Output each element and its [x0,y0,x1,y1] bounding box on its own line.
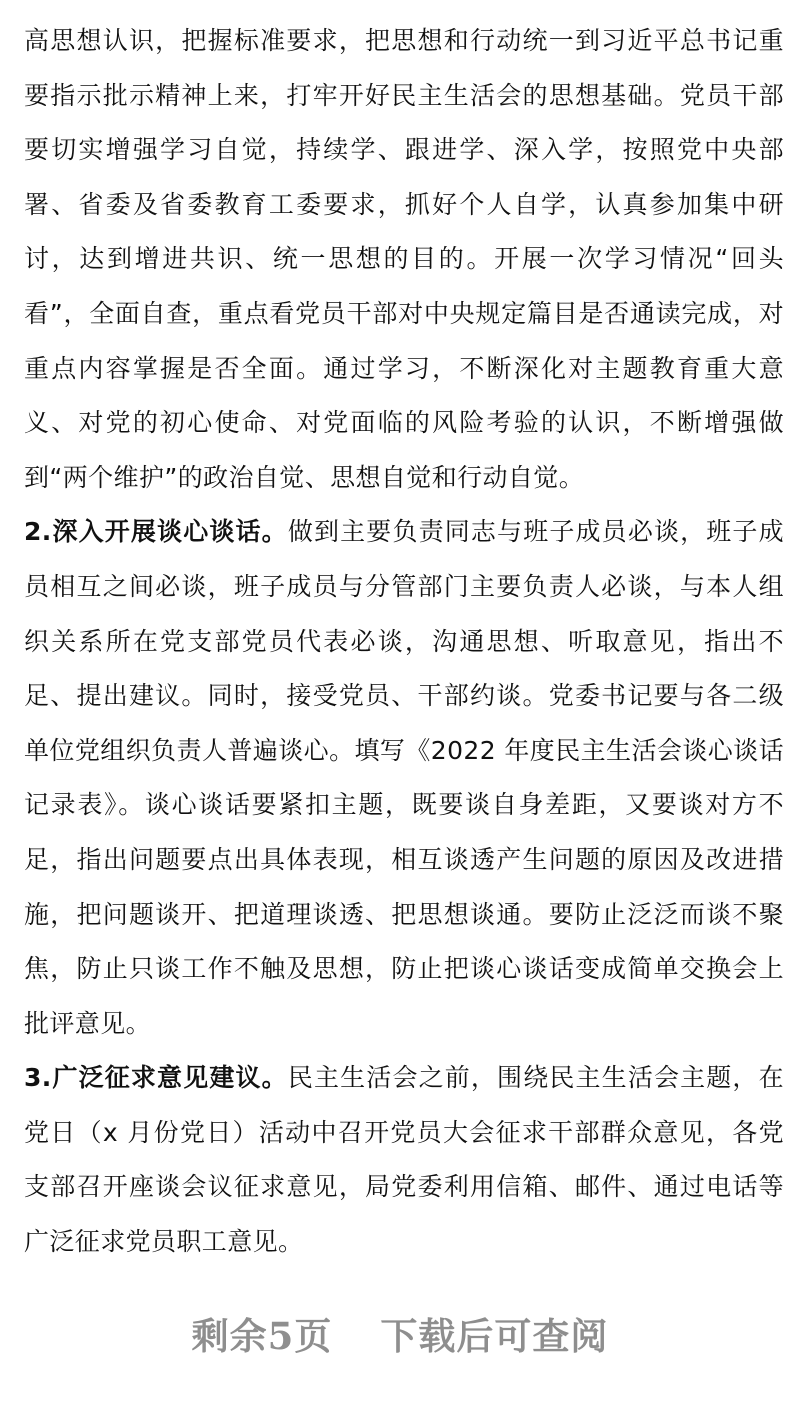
remaining-pages-label: 剩余5页 [191,1314,333,1358]
paragraph-heading: 3.广泛征求意见建议。 [24,1063,288,1093]
paragraph-heart-to-heart-talks [24,505,784,1051]
download-prompt-banner[interactable] [0,1306,800,1360]
paragraph-text: 高思想认识，把握标准要求，把思想和行动统一到习近平总书记重要指示批示精神上来，打牢开好民主生活会的思想基础。党员干部要切实增强学习自觉，持续学、跟进学、深入学，按照党中央部署、省委及省委教育工委要求，抓好个人自学，认真参加集中研讨，达到增进共识、统一思想的目的。开展一次学习情况“回头看”，全面自查，重点看党员干部对中央规定篇目是否通读完成，对重点内容掌握是否全面。通过学习，不断深化对主题教育重大意义、对党的初心使命、对党面临的风险考验的认识，不断增强做到“两个维护”的政治自觉、思想自觉和行动自觉。 [24,26,784,492]
document-body [24,14,784,1270]
paragraph-solicit-opinions [24,1051,784,1269]
paragraph-study-requirements [24,14,784,505]
paragraph-heading: 2.深入开展谈心谈话。 [24,517,288,547]
paragraph-text: 做到主要负责同志与班子成员必谈，班子成员相互之间必谈，班子成员与分管部门主要负责人必谈，与本人组织关系所在党支部党员代表必谈，沟通思想、听取意见，指出不足、提出建议。同时，接受党员、干部约谈。党委书记要与各二级单位党组织负责人普遍谈心。填写《2022 年度民主生活会谈心谈话记录表》。谈心谈话要紧扣主题，既要谈自身差距，又要谈对方不足，指出问题要点出具体表现，相互谈透产生问题的原因及改进措施，把问题谈开、把道理谈透、把思想谈通。要防止泛泛而谈不聚焦，防止只谈工作不触及思想，防止把谈心谈话变成简单交换会上批评意见。 [24,517,784,1038]
download-hint-label: 下载后可查阅 [380,1314,609,1358]
paragraph-text: 民主生活会之前，围绕民主生活会主题，在党日（x 月份党日）活动中召开党员大会征求干部群众意见，各党支部召开座谈会议征求意见，局党委利用信箱、邮件、通过电话等广泛征求党员职工意见。 [24,1063,784,1257]
